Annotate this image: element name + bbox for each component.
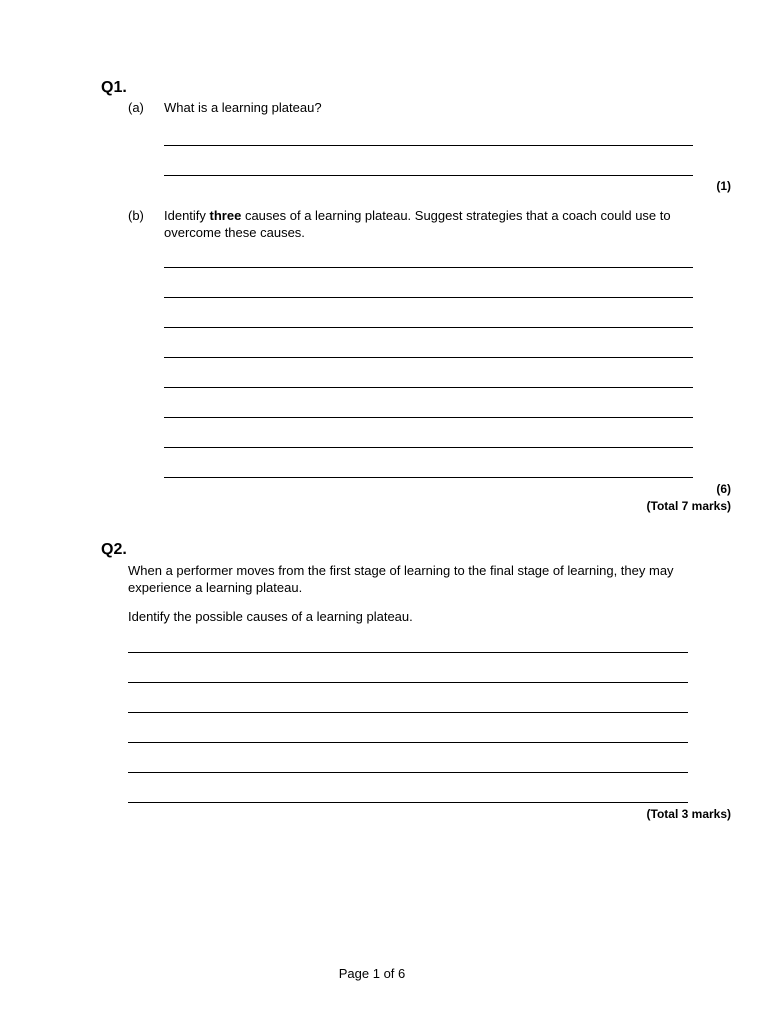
q1-part-b-question	[164, 208, 689, 241]
question-1-number: Q1.	[101, 79, 127, 96]
answer-line[interactable]	[164, 447, 693, 448]
q1-part-b-label: (b)	[128, 208, 144, 223]
answer-line[interactable]	[164, 357, 693, 358]
answer-line[interactable]	[164, 327, 693, 328]
answer-line[interactable]	[164, 297, 693, 298]
answer-line[interactable]	[164, 145, 693, 146]
answer-line[interactable]	[164, 417, 693, 418]
q1-part-a-question: What is a learning plateau?	[164, 100, 322, 115]
answer-line[interactable]	[128, 712, 688, 713]
answer-line[interactable]	[128, 802, 688, 803]
page-number: Page 1 of 6	[338, 966, 406, 981]
q1-part-b-marks: (6)	[716, 482, 731, 496]
q1-part-b-question-end: causes of a learning plateau. Suggest strategies that a coach could use to overcome these causes.	[164, 208, 671, 240]
answer-line[interactable]	[128, 652, 688, 653]
answer-line[interactable]	[128, 772, 688, 773]
q2-intro: When a performer moves from the first stage of learning to the final stage of learning, they may experience a learning plateau.	[128, 563, 674, 595]
answer-line[interactable]	[164, 477, 693, 478]
answer-line[interactable]	[164, 267, 693, 268]
q2-question: Identify the possible causes of a learning plateau.	[128, 609, 413, 624]
q1-part-a-label: (a)	[128, 100, 144, 115]
answer-line[interactable]	[164, 387, 693, 388]
answer-line[interactable]	[128, 682, 688, 683]
answer-line[interactable]	[128, 742, 688, 743]
question-2-number: Q2.	[101, 541, 127, 558]
q2-total-marks: (Total 3 marks)	[646, 807, 731, 821]
q1-part-b-question-emphasis: three	[209, 208, 242, 223]
answer-line[interactable]	[164, 175, 693, 176]
q1-total-marks: (Total 7 marks)	[646, 499, 731, 513]
q1-part-a-marks: (1)	[716, 179, 731, 193]
q1-part-b-question-start: Identify	[164, 208, 210, 223]
